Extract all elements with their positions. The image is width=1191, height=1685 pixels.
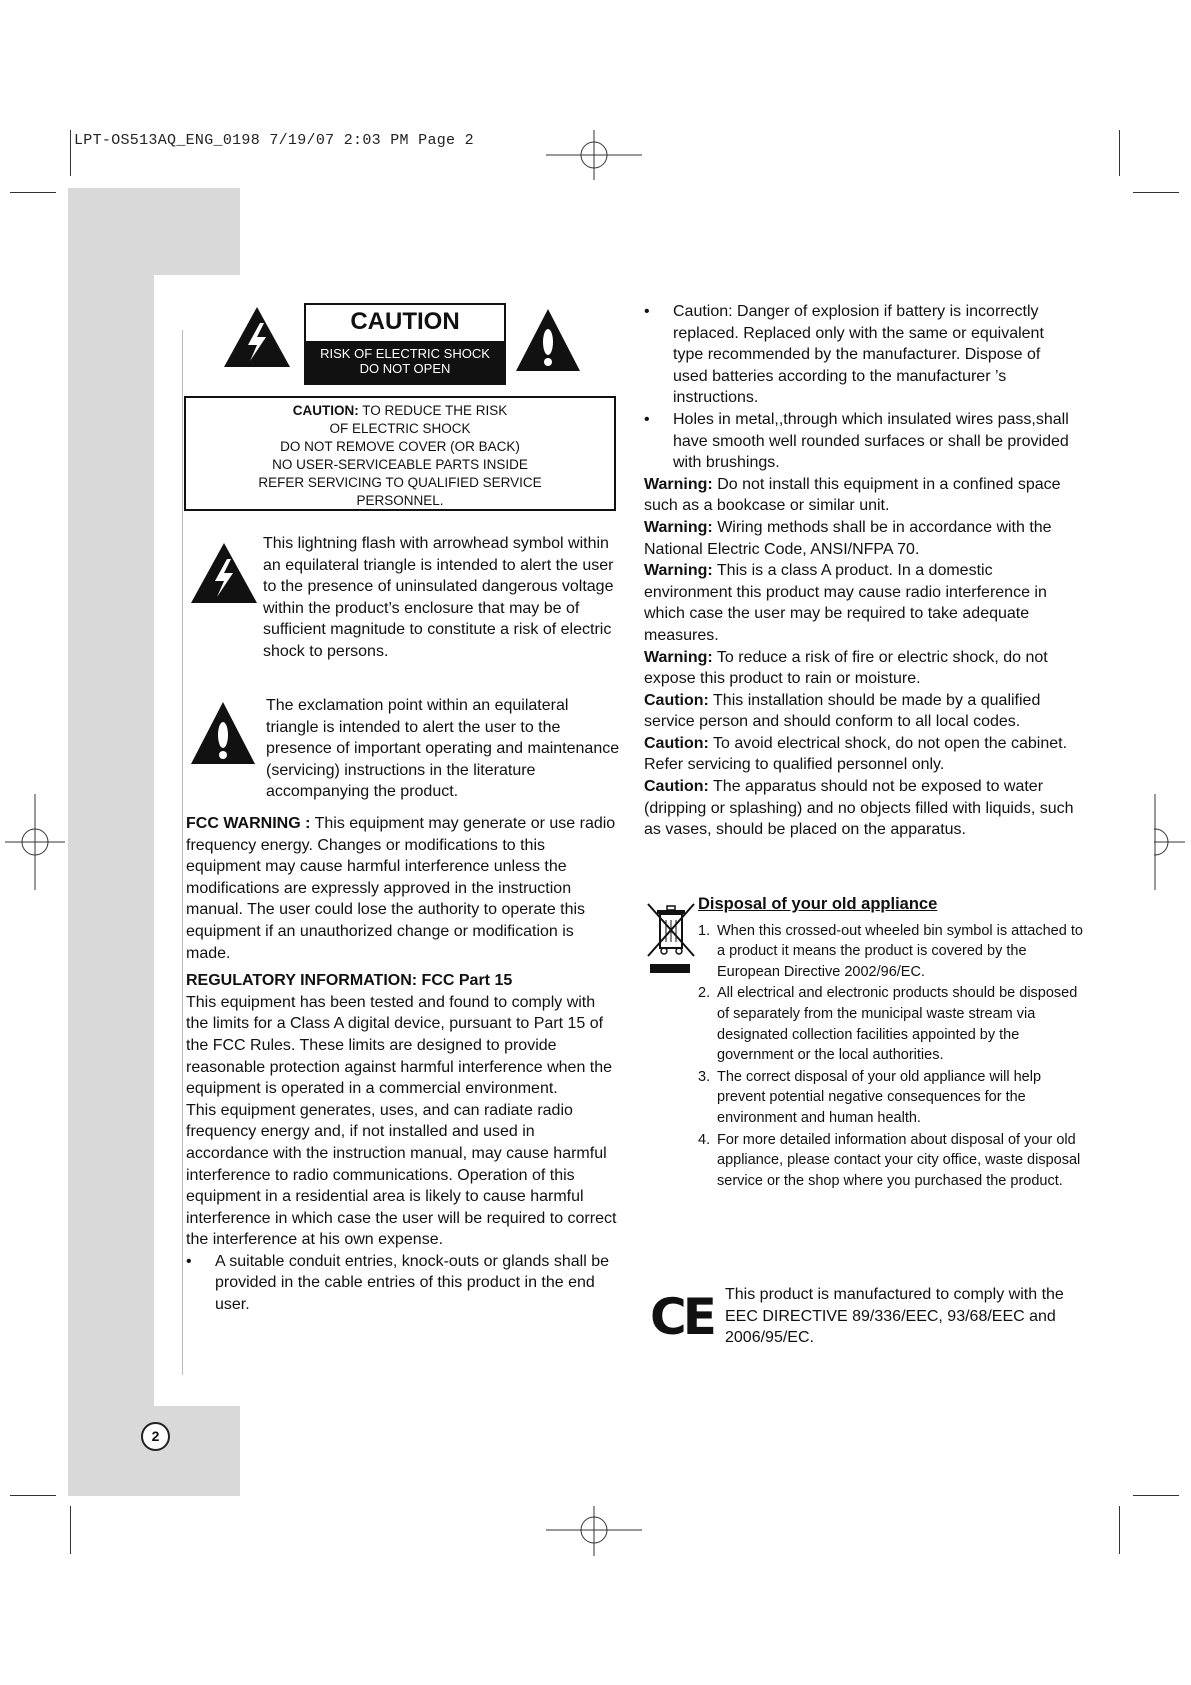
caution-label-text: Caution: — [644, 778, 709, 796]
fcc-warning-label: FCC WARNING : — [186, 815, 311, 832]
caution-lead: CAUTION: — [292, 403, 359, 418]
warning-paragraph — [644, 560, 1076, 646]
caution-notice-box — [184, 396, 616, 511]
list-item — [644, 1130, 1084, 1192]
list-text: The correct disposal of your old appliance will help prevent potential negative consequences for the environment and human health. — [717, 1068, 1042, 1126]
lightning-symbol-text: This lightning flash with arrowhead symbol within an equilateral triangle is intended to alert the user to the presence of uninsulated dangerous voltage within the product’s enclosure that may be of sufficient magnitude to constitute a risk of electric shock to persons. — [263, 535, 614, 660]
list-item — [644, 1067, 1084, 1129]
warning-label: Warning: — [644, 475, 713, 493]
list-item — [644, 409, 1076, 474]
caution-paragraph — [644, 733, 1076, 776]
list-number: 1. — [698, 922, 711, 939]
disposal-list — [644, 921, 1084, 1192]
warning-label: Warning: — [644, 648, 713, 666]
electric-shock-warning-icon — [222, 305, 292, 369]
caution-subtitle — [306, 341, 504, 383]
caution-line: TO REDUCE THE RISK — [362, 403, 508, 418]
list-item — [186, 1251, 618, 1316]
warning-paragraph — [644, 647, 1076, 690]
warning-paragraph — [644, 474, 1076, 517]
regulatory-paragraph: This equipment has been tested and found to comply with the limits for a Class A digital device, pursuant to Part 15 of the FCC Rules. These limits are designed to provide reasonable protection against harmful interference when the equipment is operated in a commercial environment. — [186, 993, 613, 1098]
crop-mark — [70, 1506, 71, 1554]
registration-mark-icon — [546, 1506, 642, 1556]
warning-text: This is a class A product. In a domestic environment this product may cause radio interference in which case the user may be required to take adequate measures. — [644, 562, 1047, 644]
caution-line: PERSONNEL. — [356, 493, 444, 508]
caution-paragraph — [644, 690, 1076, 733]
caution-paragraph — [644, 776, 1076, 841]
right-column — [644, 301, 1076, 841]
warning-label: Warning: — [644, 518, 713, 536]
caution-line: OF ELECTRIC SHOCK — [329, 421, 471, 436]
bullet-text: Holes in metal,,through which insulated wires pass,shall have smooth well rounded surfaces or shall be provided with brushings. — [673, 410, 1069, 472]
bullet-text: Caution: Danger of explosion if battery is incorrectly replaced. Replaced only with the same or equivalent type recommended by the manufacturer. Dispose of used batteries according to the manufacturer ’s instructions. — [673, 303, 1044, 407]
caution-line: REFER SERVICING TO QUALIFIED SERVICE — [258, 475, 542, 490]
crop-mark — [10, 192, 56, 193]
caution-label-text: Caution: — [644, 734, 709, 752]
print-job-header: LPT-OS513AQ_ENG_0198 7/19/07 2:03 PM Page 2 — [74, 132, 474, 149]
crop-mark — [10, 1495, 56, 1496]
ce-compliance-text: This product is manufactured to comply with the EEC DIRECTIVE 89/336/EEC, 93/68/EEC and 2006/95/EC. — [725, 1286, 1064, 1347]
warning-text: To reduce a risk of fire or electric shock, do not expose this product to rain or moisture. — [644, 648, 1048, 688]
caution-line: NO USER-SERVICEABLE PARTS INSIDE — [272, 457, 528, 472]
registration-mark-icon — [5, 794, 65, 890]
caution-label — [304, 303, 506, 385]
content-rule — [182, 330, 183, 1375]
caution-subtitle-line: DO NOT OPEN — [359, 361, 451, 376]
list-number: 3. — [698, 1068, 711, 1085]
list-text: When this crossed-out wheeled bin symbol is attached to a product it means the product is covered by the European Directive 2002/96/EC. — [717, 922, 1083, 980]
ce-mark-icon: CE — [650, 1288, 713, 1346]
caution-subtitle-line: RISK OF ELECTRIC SHOCK — [320, 346, 490, 361]
electric-shock-warning-icon — [189, 541, 259, 605]
caution-text: To avoid electrical shock, do not open the cabinet. Refer servicing to qualified personnel only. — [644, 734, 1068, 774]
bullet-mark: • — [644, 303, 650, 320]
exclamation-warning-icon — [514, 307, 582, 373]
exclamation-warning-icon — [189, 700, 257, 766]
disposal-title: Disposal of your old appliance — [698, 895, 938, 913]
list-number: 2. — [698, 985, 711, 1002]
exclamation-symbol-text: The exclamation point within an equilateral triangle is intended to alert the user to the presence of important operating and maintenance (servicing) instructions in the literature accompanying the product. — [266, 697, 620, 801]
bullet-text: A suitable conduit entries, knock-outs or glands shall be provided in the cable entries of this product in the end user. — [215, 1252, 610, 1314]
list-number: 4. — [698, 1131, 711, 1148]
fcc-warning-text: This equipment may generate or use radio frequency energy. Changes or modifications to this equipment may cause harmful interference unless the modifications are expressly approved in the instruction manual. The user could lose the authority to operate this equipment if an unauthorized change or modification is made. — [186, 815, 616, 962]
warning-paragraph — [644, 517, 1076, 560]
list-text: For more detailed information about disposal of your old appliance, please contact your city office, waste disposal service or the shop where you purchased the product. — [717, 1131, 1081, 1189]
bullet-mark: • — [186, 1252, 192, 1270]
warning-text: Wiring methods shall be in accordance with the National Electric Code, ANSI/NFPA 70. — [644, 518, 1052, 558]
crop-mark — [1133, 192, 1179, 193]
regulatory-heading: REGULATORY INFORMATION: FCC Part 15 — [186, 972, 513, 990]
caution-title: CAUTION — [350, 308, 460, 335]
caution-text: This installation should be made by a qualified service person and should conform to all local codes. — [644, 691, 1041, 731]
regulatory-paragraph: This equipment generates, uses, and can radiate radio frequency energy and, if not installed and used in accordance with the instruction manual, may cause harmful interference to radio communications. Operation of this equipment in a residential area is likely to cause harmful interference in which case the user will be required to correct the interference at his own expense. — [186, 1101, 617, 1249]
list-item — [644, 983, 1084, 1065]
list-item — [644, 921, 1084, 983]
page-number: 2 — [141, 1422, 170, 1451]
left-column — [186, 813, 618, 1316]
fcc-warning — [186, 813, 618, 964]
registration-mark-icon — [546, 130, 642, 180]
crop-mark — [1119, 130, 1120, 176]
caution-line: DO NOT REMOVE COVER (OR BACK) — [280, 439, 520, 454]
list-text: All electrical and electronic products should be disposed of separately from the municipal waste stream via designated collection facilities appointed by the government or the local authorities. — [717, 985, 1078, 1064]
crop-mark — [70, 130, 71, 176]
list-item — [644, 301, 1076, 409]
caution-text: The apparatus should not be exposed to water (dripping or splashing) and no objects filled with liquids, such as vases, should be placed on the apparatus. — [644, 778, 1074, 839]
bullet-mark: • — [644, 410, 650, 428]
warning-text: Do not install this equipment in a confined space such as a bookcase or similar unit. — [644, 475, 1061, 515]
warning-label: Warning: — [644, 562, 713, 580]
crop-mark — [1119, 1506, 1120, 1554]
crop-mark — [1133, 1495, 1179, 1496]
disposal-section — [644, 894, 1084, 1192]
caution-label-text: Caution: — [644, 691, 709, 709]
